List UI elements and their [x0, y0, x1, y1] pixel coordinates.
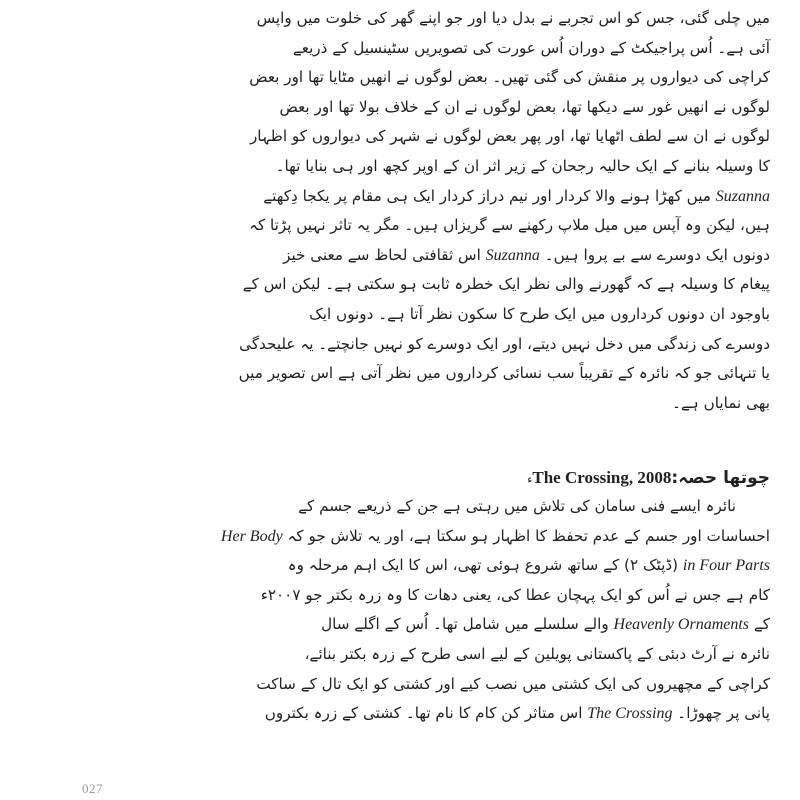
text-line — [256, 670, 770, 700]
urdu-text: پانی پر چھوڑا۔ — [672, 704, 770, 723]
urdu-text: بھی نمایاں ہے۔ — [672, 393, 770, 412]
text-line — [279, 93, 770, 123]
urdu-text: ہیں، لیکن وہ آپس میں میل ملاپ رکھنے سے گریزاں ہیں۔ مگر یہ تاثر نہیں پڑتا کہ — [249, 216, 770, 235]
text-line — [263, 182, 770, 212]
text-line — [239, 330, 770, 360]
section-heading-separator: : — [671, 468, 679, 488]
urdu-text: نائرہ ایسے فنی سامان کی تلاش میں رہتی ہے جن کے ذریعے جسم کے — [298, 497, 736, 515]
text-line — [249, 122, 770, 152]
text-line — [304, 640, 770, 670]
page-number: 027 — [82, 781, 103, 796]
text-line — [309, 300, 770, 330]
text-line — [242, 270, 770, 300]
english-title: Suzanna — [715, 187, 770, 205]
urdu-text: کراچی کے مچھیروں کی ایک کشتی میں نصب کیے اور کشتی کو ایک تال کے ساکت — [256, 674, 770, 693]
text-line — [298, 492, 770, 522]
text-line — [256, 4, 770, 34]
english-title: Suzanna — [485, 246, 540, 264]
section-heading-title: The Crossing, 2008 — [532, 468, 672, 487]
english-title: in Four Parts — [682, 557, 770, 575]
text-line — [238, 359, 770, 389]
paragraph-section-4 — [220, 492, 770, 729]
urdu-text: باوجود ان دونوں کرداروں میں ایک طرح کا سکون نظر آتا ہے۔ دونوں ایک — [309, 304, 770, 323]
text-line — [287, 551, 770, 581]
urdu-text: دوسرے کی زندگی میں دخل نہیں دیتے، اور ایک دوسرے کو نہیں جانچتے۔ یہ علیحدگی — [239, 334, 770, 353]
text-line — [275, 152, 770, 182]
text-line — [283, 241, 770, 271]
paragraph-section-3-continued — [238, 4, 770, 418]
urdu-text: کراچی کی دیواروں پر منقش کی گئی تھیں۔ بعض لوگوں نے انھیں مٹایا تھا اور بعض — [249, 68, 770, 87]
urdu-text: میں چلی گئی، جس کو اس تجربے نے بدل دیا اور جو اپنے گھر کی خلوت میں واپس — [256, 9, 770, 27]
urdu-text: لوگوں نے ان سے لطف اٹھایا تھا، اور پھر بعض لوگوں نے شہر کی دیواروں کو اظہار — [249, 127, 770, 146]
text-line — [220, 522, 770, 552]
text-line — [264, 699, 770, 729]
text-line — [292, 34, 770, 64]
text-line — [249, 63, 770, 93]
urdu-text: اس متاثر کن کام کا نام تھا۔ کشتی کے زرہ بکتروں — [264, 704, 588, 723]
urdu-text: اس ثقافتی لحاظ سے معنی خیز — [283, 245, 486, 264]
urdu-text: احساسات اور جسم کے عدم تحفظ کا اظہار ہو سکتا ہے، اور یہ تلاش جو کہ — [282, 526, 770, 545]
english-title: Heavenly Ornaments — [613, 616, 750, 634]
urdu-text: لوگوں نے انھیں غور سے دیکھا تھا، بعض لوگوں نے ان کے خلاف بولا تھا اور بعض — [279, 97, 770, 116]
urdu-text: یا تنہائی جو کہ نائرہ کے تقریباً سب نسائی کرداروں میں نظر آتی ہے اس تصویر میں — [238, 364, 770, 383]
english-title: The Crossing — [587, 705, 673, 723]
urdu-text: آئی ہے۔ اُس پراجیکٹ کے دوران اُس عورت کی تصویریں سٹینسیل کے ذریعے — [292, 38, 770, 57]
urdu-text: کام ہے جس نے اُس کو ایک پہچان عطا کی، یعنی دھات کا وہ زرہ بکتر جو ۲۰۰۷ء — [260, 585, 770, 604]
section-heading — [527, 463, 770, 495]
section-heading-urdu: چوتھا حصہ — [678, 468, 770, 488]
urdu-text: کا وسیلہ بنانے کے ایک حالیہ رجحان کے زیر اثر ان کے اوپر کچھ اور ہی بنایا تھا۔ — [275, 156, 770, 175]
text-line — [352, 389, 770, 419]
urdu-text: نائرہ نے آرٹ دبئی کے پاکستانی پویلین کے لیے اسی طرح کے زرہ بکتر بنائے، — [304, 644, 770, 663]
english-title: Her Body — [220, 527, 283, 545]
urdu-text: (ڈپٹک ۲) کے ساتھ شروع ہوئی تھی، اس کا ایک اہم مرحلہ وہ — [287, 556, 683, 575]
text-line — [321, 610, 770, 640]
urdu-text: کے — [749, 615, 770, 634]
urdu-text: والے سلسلے میں شامل تھا۔ اُس کے اگلے سال — [321, 615, 614, 634]
section-heading-era-suffix: ء — [527, 473, 533, 486]
text-line — [260, 581, 770, 611]
urdu-text: میں کھڑا ہونے والا کردار اور نیم دراز کردار ایک ہی مقام پر یکجا دِکھتے — [263, 186, 716, 205]
urdu-text: دونوں ایک دوسرے سے بے پروا ہیں۔ — [539, 245, 770, 264]
text-line — [249, 211, 770, 241]
urdu-text: پیغام کا وسیلہ ہے کہ گھورنے والی نظر ایک خطرہ ثابت ہو سکتی ہے۔ لیکن اس کے — [242, 275, 770, 294]
